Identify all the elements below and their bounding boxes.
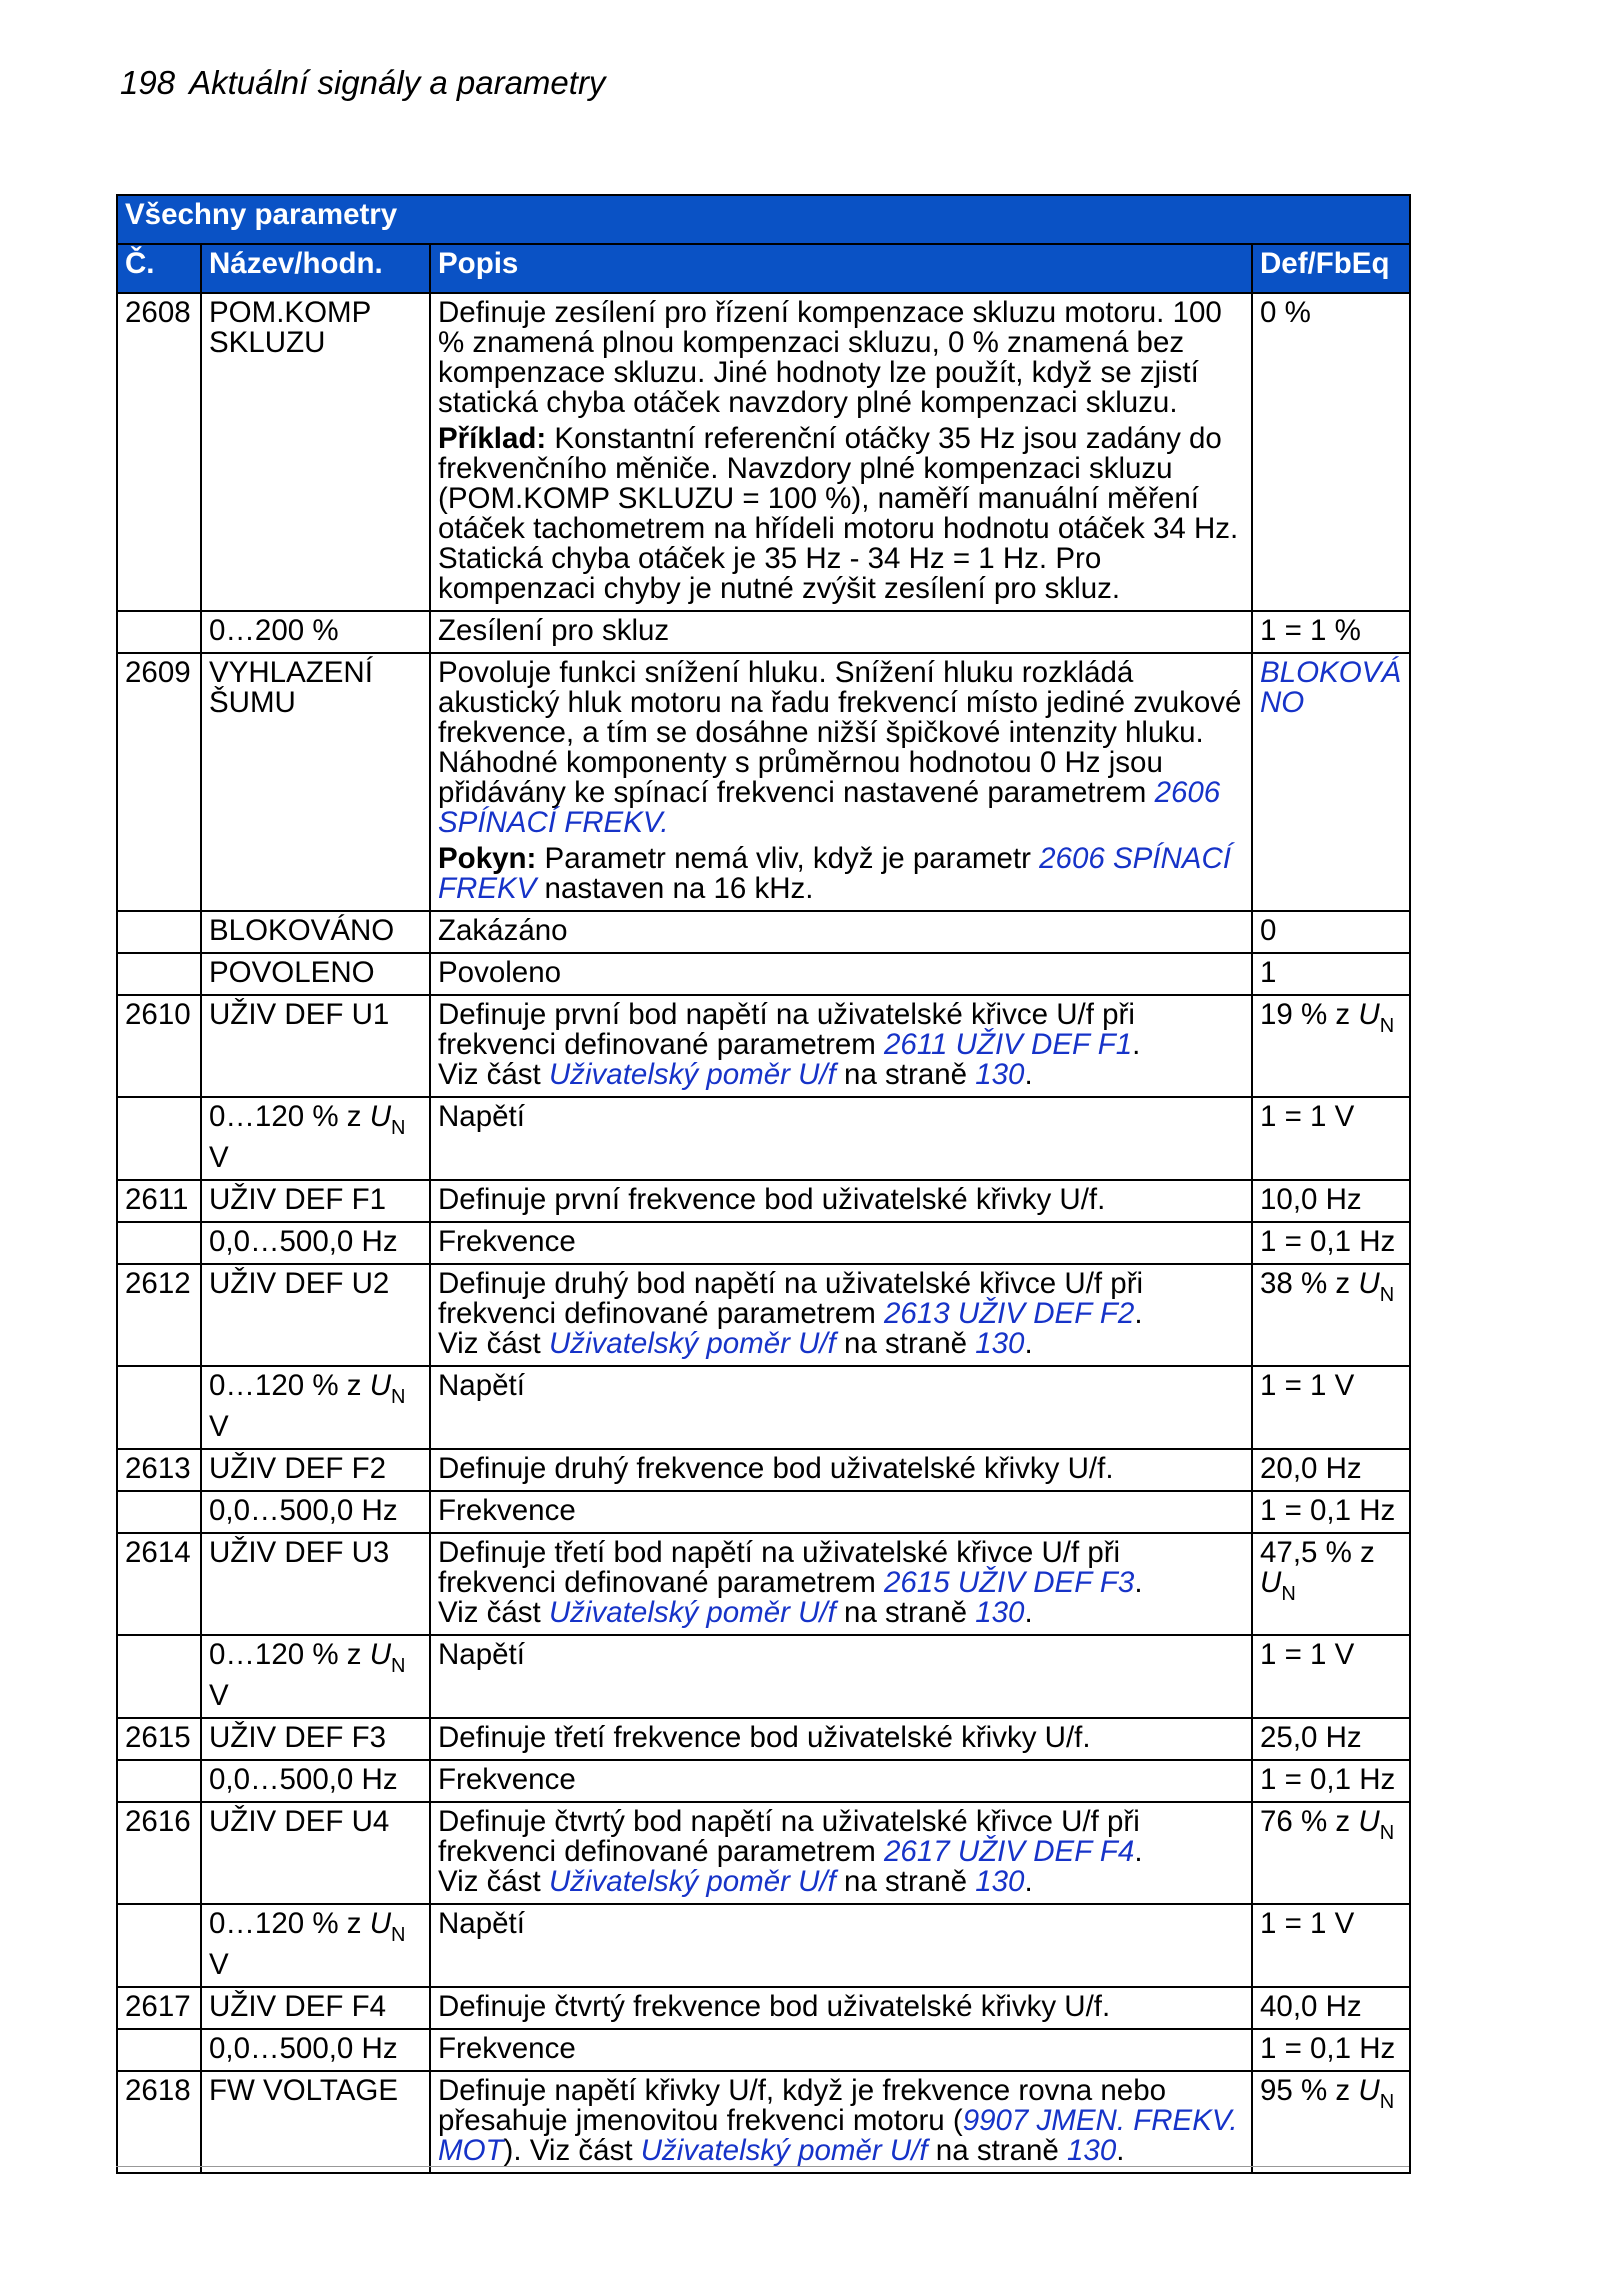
value-desc: Napětí: [430, 1635, 1252, 1718]
value-range: 0…120 % z $U_N$ V: [201, 1097, 430, 1180]
param-desc: Definuje třetí bod napětí na uživatelské křivce U/f při frekvenci definované parametrem 2615 UŽIV DEF F3. Viz část Uživatelský poměr U/f na straně 130.: [430, 1533, 1252, 1635]
note-label: Pokyn:: [438, 842, 537, 875]
table-row: [117, 1533, 1410, 1635]
param-desc: Definuje čtvrtý frekvence bod uživatelské křivky U/f.: [430, 1987, 1252, 2029]
value-range: 0…200 %: [201, 611, 430, 653]
param-link[interactable]: 2611 UŽIV DEF F1: [884, 1028, 1133, 1061]
param-name: POM.KOMP SKLUZU: [201, 293, 430, 611]
param-default: [1252, 653, 1410, 911]
param-no: 2612: [117, 1264, 201, 1366]
value-desc: Frekvence: [430, 1760, 1252, 1802]
param-default: 95 % z $U_N$: [1252, 2071, 1410, 2173]
table-row: [117, 2071, 1410, 2173]
page-link[interactable]: 130: [1067, 2134, 1117, 2167]
param-desc: Definuje třetí frekvence bod uživatelské křivky U/f.: [430, 1718, 1252, 1760]
table-row: [117, 1222, 1410, 1264]
value-desc: Napětí: [430, 1904, 1252, 1987]
param-name: UŽIV DEF U2: [201, 1264, 430, 1366]
page-link[interactable]: 130: [975, 1058, 1025, 1091]
parameter-table: [116, 194, 1411, 2174]
col-header-no: Č.: [117, 244, 201, 293]
param-link[interactable]: 2606 SPÍNACÍ FREKV: [438, 842, 1231, 905]
param-default: 20,0 Hz: [1252, 1449, 1410, 1491]
param-default: 0 %: [1252, 293, 1410, 611]
param-desc: [430, 293, 1252, 611]
fbeq: 1 = 1 V: [1252, 1635, 1410, 1718]
param-name: UŽIV DEF F2: [201, 1449, 430, 1491]
param-no: 2613: [117, 1449, 201, 1491]
table-row: [117, 1904, 1410, 1987]
param-link[interactable]: 9907 JMEN. FREKV. MOT: [438, 2104, 1238, 2167]
fbeq: 1 = 1 V: [1252, 1904, 1410, 1987]
param-default: 10,0 Hz: [1252, 1180, 1410, 1222]
example-paragraph: [438, 424, 1244, 604]
value-desc: Frekvence: [430, 2029, 1252, 2071]
param-name: UŽIV DEF U4: [201, 1802, 430, 1904]
section-link[interactable]: Uživatelský poměr U/f: [548, 1865, 836, 1898]
param-no: 2611: [117, 1180, 201, 1222]
page-link[interactable]: 130: [975, 1327, 1025, 1360]
fbeq: 0: [1252, 911, 1410, 953]
param-no: 2608: [117, 293, 201, 611]
fbeq: 1 = 0,1 Hz: [1252, 2029, 1410, 2071]
param-no: 2616: [117, 1802, 201, 1904]
param-name: UŽIV DEF F1: [201, 1180, 430, 1222]
table-row: [117, 1180, 1410, 1222]
param-name: UŽIV DEF U3: [201, 1533, 430, 1635]
value-range: 0,0…500,0 Hz: [201, 1491, 430, 1533]
param-default: 40,0 Hz: [1252, 1987, 1410, 2029]
desc-text: Definuje zesílení pro řízení kompenzace skluzu motoru. 100 % znamená plnou kompenzaci skluzu, 0 % znamená bez kompenzace skluzu. Jiné hodnoty lze použít, když se zjistí statická chyba otáček navzdory plné kompenzaci skluzu.: [438, 296, 1222, 419]
fbeq: 1 = 0,1 Hz: [1252, 1491, 1410, 1533]
param-desc: Definuje první frekvence bod uživatelské křivky U/f.: [430, 1180, 1252, 1222]
example-text: Konstantní referenční otáčky 35 Hz jsou zadány do frekvenčního měniče. Navzdory plné kompenzaci skluzu (POM.KOMP SKLUZU = 100 %), naměří manuální měření otáček tachometrem na hřídeli motoru hodnotu otáček 34 Hz. Statická chyba otáček je 35 Hz - 34 Hz = 1 Hz. Pro kompenzaci chyby je nutné zvýšit zesílení pro skluz.: [438, 422, 1239, 605]
param-default: 38 % z $U_N$: [1252, 1264, 1410, 1366]
fbeq: 1 = 1 %: [1252, 611, 1410, 653]
param-desc: Definuje druhý bod napětí na uživatelské křivce U/f při frekvenci definované parametrem 2613 UŽIV DEF F2. Viz část Uživatelský poměr U/f na straně 130.: [430, 1264, 1252, 1366]
param-link[interactable]: 2615 UŽIV DEF F3: [884, 1566, 1135, 1599]
value-range: 0,0…500,0 Hz: [201, 2029, 430, 2071]
value-name: POVOLENO: [201, 953, 430, 995]
table-title-row: [117, 195, 1410, 244]
value-desc: Povoleno: [430, 953, 1252, 995]
param-no: 2618: [117, 2071, 201, 2173]
param-no: 2615: [117, 1718, 201, 1760]
section-link[interactable]: Uživatelský poměr U/f: [640, 2134, 928, 2167]
value-name: BLOKOVÁNO: [201, 911, 430, 953]
param-name: UŽIV DEF U1: [201, 995, 430, 1097]
table-title: Všechny parametry: [117, 195, 1410, 244]
page-link[interactable]: 130: [975, 1865, 1025, 1898]
section-link[interactable]: Uživatelský poměr U/f: [548, 1058, 836, 1091]
value-range: 0…120 % z $U_N$ V: [201, 1366, 430, 1449]
desc-text: Povoluje funkci snížení hluku. Snížení hluku rozkládá akustický hluk motoru na řadu frekvencí místo jediné zvukové frekvence, a tím se dosáhne nižší špičkové intenzity hluku. Náhodné komponenty s průměrnou hodnotou 0 Hz jsou přidávány ke spínací frekvenci nastavené parametrem 2606 SPÍNACÍ FREKV.: [438, 656, 1242, 839]
table-header-row: [117, 244, 1410, 293]
table-row: [117, 1491, 1410, 1533]
fbeq: 1: [1252, 953, 1410, 995]
param-default: 25,0 Hz: [1252, 1718, 1410, 1760]
table-row: [117, 1802, 1410, 1904]
param-desc: [430, 653, 1252, 911]
note-paragraph: Pokyn: Parametr nemá vliv, když je parametr 2606 SPÍNACÍ FREKV nastaven na 16 kHz.: [438, 842, 1231, 905]
param-desc: Definuje druhý frekvence bod uživatelské křivky U/f.: [430, 1449, 1252, 1491]
table-row: [117, 995, 1410, 1097]
param-link[interactable]: 2617 UŽIV DEF F4: [884, 1835, 1135, 1868]
value-desc: Zesílení pro skluz: [430, 611, 1252, 653]
table-row: [117, 653, 1410, 911]
fbeq: 1 = 1 V: [1252, 1097, 1410, 1180]
param-name: FW VOLTAGE: [201, 2071, 430, 2173]
section-link[interactable]: Uživatelský poměr U/f: [548, 1596, 836, 1629]
table-row: [117, 911, 1410, 953]
param-no: 2609: [117, 653, 201, 911]
param-default: 47,5 % z $U_N$: [1252, 1533, 1410, 1635]
example-label: Příklad:: [438, 422, 547, 455]
section-title: Aktuální signály a parametry: [189, 64, 606, 101]
table-row: [117, 293, 1410, 611]
value-desc: Napětí: [430, 1097, 1252, 1180]
table-row: [117, 1449, 1410, 1491]
page-header: [120, 64, 605, 102]
table-row: [117, 1718, 1410, 1760]
col-header-name: Název/hodn.: [201, 244, 430, 293]
value-range: 0,0…500,0 Hz: [201, 1222, 430, 1264]
table-row: [117, 953, 1410, 995]
value-desc: Napětí: [430, 1366, 1252, 1449]
param-desc: Definuje čtvrtý bod napětí na uživatelské křivce U/f při frekvenci definované parametrem 2617 UŽIV DEF F4. Viz část Uživatelský poměr U/f na straně 130.: [430, 1802, 1252, 1904]
table-row: [117, 2029, 1410, 2071]
param-default: 19 % z $U_N$: [1252, 995, 1410, 1097]
page-link[interactable]: 130: [975, 1596, 1025, 1629]
fbeq: 1 = 0,1 Hz: [1252, 1222, 1410, 1264]
table-row: [117, 1097, 1410, 1180]
param-desc: Definuje první bod napětí na uživatelské křivce U/f při frekvenci definované parametrem 2611 UŽIV DEF F1. Viz část Uživatelský poměr U/f na straně 130.: [430, 995, 1252, 1097]
param-link[interactable]: 2613 UŽIV DEF F2: [884, 1297, 1135, 1330]
value-desc: Zakázáno: [430, 911, 1252, 953]
table-row: [117, 1635, 1410, 1718]
param-name: UŽIV DEF F3: [201, 1718, 430, 1760]
param-default: 76 % z $U_N$: [1252, 1802, 1410, 1904]
table-row: [117, 1987, 1410, 2029]
value-range: 0,0…500,0 Hz: [201, 1760, 430, 1802]
value-desc: Frekvence: [430, 1222, 1252, 1264]
param-name: VYHLAZENÍ ŠUMU: [201, 653, 430, 911]
default-link[interactable]: BLOKOVÁNO: [1260, 656, 1402, 719]
table-row: [117, 1264, 1410, 1366]
footer-divider: [116, 2166, 1409, 2167]
value-desc: Frekvence: [430, 1491, 1252, 1533]
table-row: [117, 1760, 1410, 1802]
param-no: 2610: [117, 995, 201, 1097]
value-range: 0…120 % z $U_N$ V: [201, 1904, 430, 1987]
col-header-def: Def/FbEq: [1252, 244, 1410, 293]
table-row: [117, 1366, 1410, 1449]
value-range: 0…120 % z $U_N$ V: [201, 1635, 430, 1718]
table-row: [117, 611, 1410, 653]
param-name: UŽIV DEF F4: [201, 1987, 430, 2029]
fbeq: 1 = 0,1 Hz: [1252, 1760, 1410, 1802]
param-desc: Definuje napětí křivky U/f, když je frekvence rovna nebo přesahuje jmenovitou frekvenci motoru (9907 JMEN. FREKV. MOT). Viz část Uživatelský poměr U/f na straně 130.: [430, 2071, 1252, 2173]
col-header-desc: Popis: [430, 244, 1252, 293]
page-number: 198: [120, 64, 176, 101]
param-no: 2614: [117, 1533, 201, 1635]
param-link[interactable]: 2606 SPÍNACÍ FREKV.: [438, 776, 1221, 839]
param-no: 2617: [117, 1987, 201, 2029]
fbeq: 1 = 1 V: [1252, 1366, 1410, 1449]
section-link[interactable]: Uživatelský poměr U/f: [548, 1327, 836, 1360]
